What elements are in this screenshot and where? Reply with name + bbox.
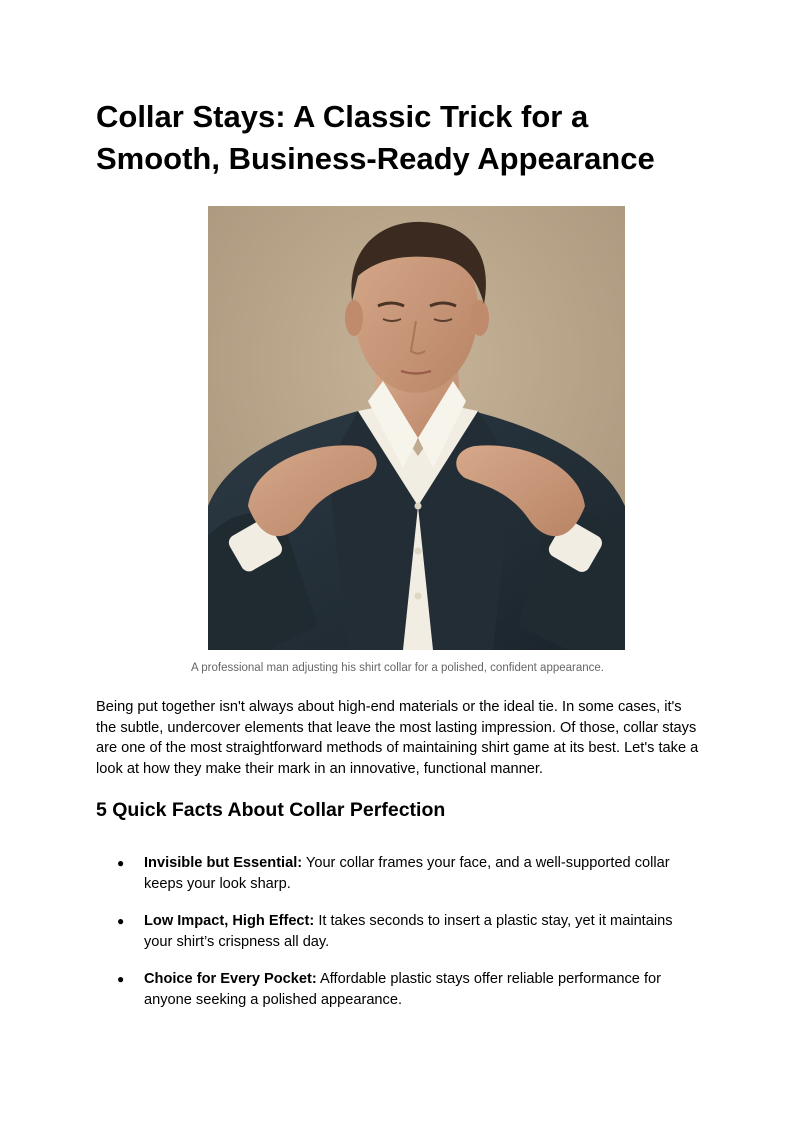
article-photo [208,206,625,650]
article-title: Collar Stays: A Classic Trick for a Smooth, Business-Ready Appearance [96,99,655,176]
image-caption: A professional man adjusting his shirt collar for a polished, confident appearance. [191,662,604,674]
bullet-icon: ● [117,914,125,928]
fact-text: It takes seconds to insert a plastic stay, yet it maintains your shirt’s crispness all day. [144,913,673,950]
section-heading: 5 Quick Facts About Collar Perfection [96,799,446,821]
list-item [96,969,700,1010]
fact-text: Your collar frames your face, and a well-supported collar keeps your look sharp. [144,855,670,892]
list-item [96,853,700,894]
bullet-icon: ● [117,856,125,870]
facts-list [96,853,700,1027]
fact-label: Choice for Every Pocket: [144,971,317,987]
list-item [96,911,700,952]
man-adjusting-collar-illustration [208,206,625,650]
fact-text: Affordable plastic stays offer reliable performance for anyone seeking a polished appearance. [144,971,661,1008]
fact-label: Low Impact, High Effect: [144,913,315,929]
intro-paragraph: Being put together isn't always about high-end materials or the ideal tie. In some cases, it's the subtle, undercover elements that leave the most lasting impression. Of those, collar stays are one of the most straightforward methods of maintaining shirt game at its best. Let's take a look at how they make their mark in an innovative, functional manner. [96,699,699,777]
fact-label: Invisible but Essential: [144,855,303,871]
bullet-icon: ● [117,972,125,986]
